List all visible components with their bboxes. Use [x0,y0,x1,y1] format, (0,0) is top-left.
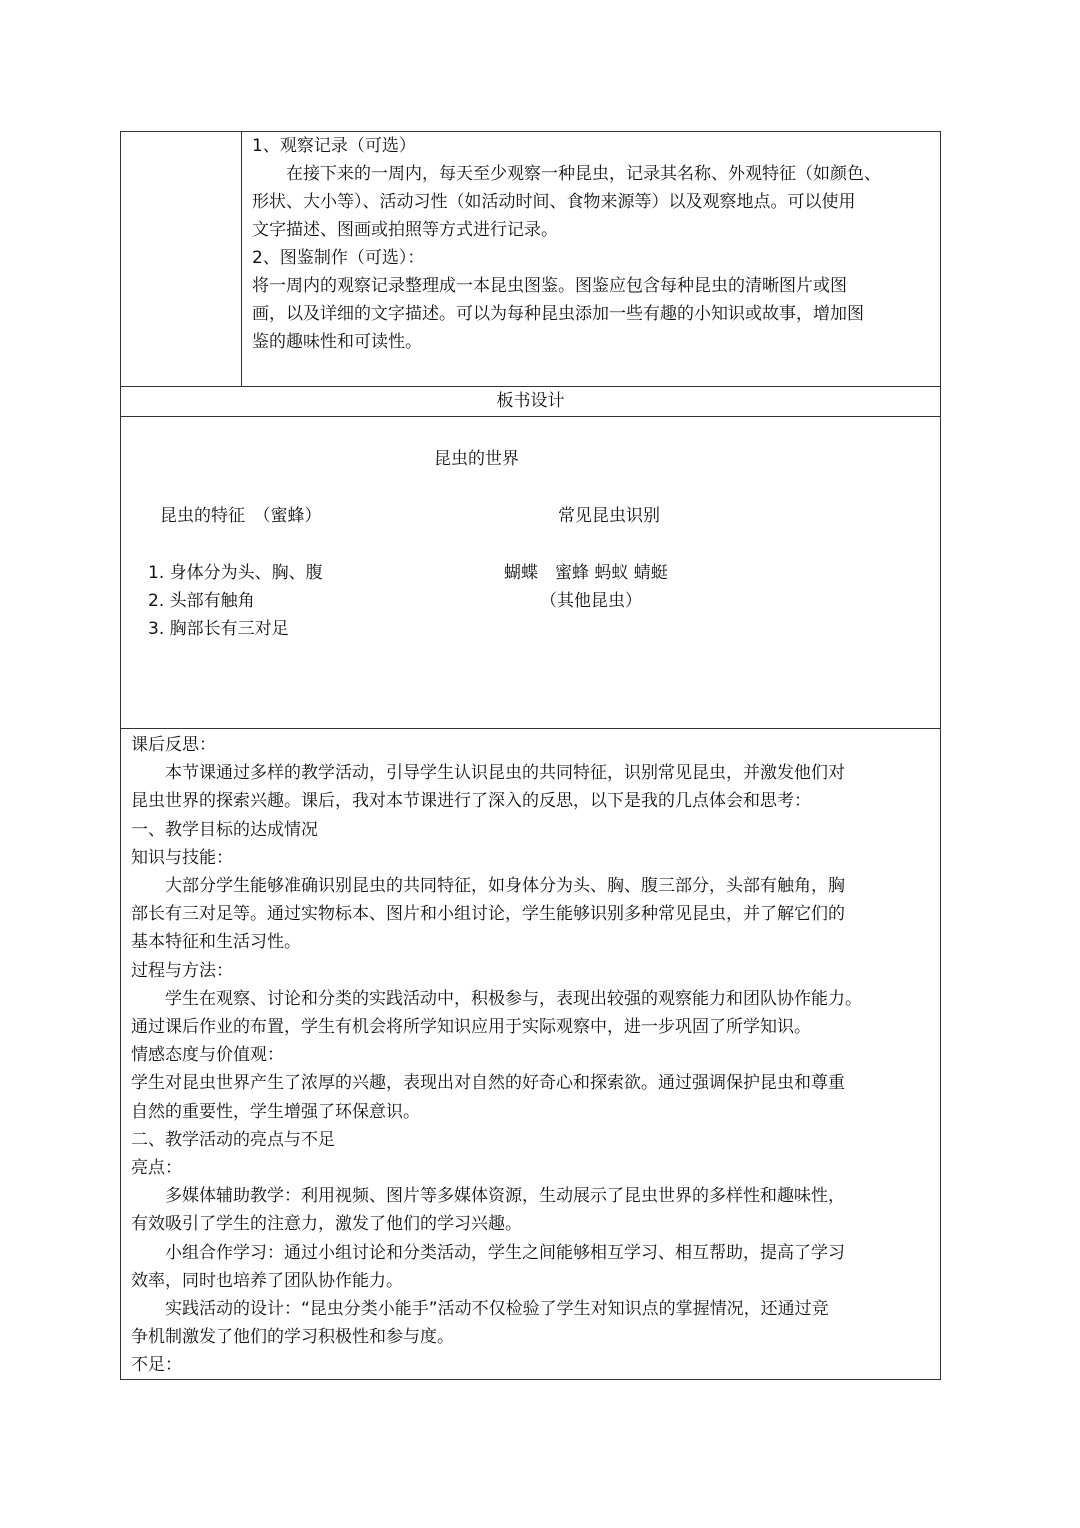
homework-title-guide: 2、图鉴制作（可选）： [252,248,425,268]
reflection-line: 亮点： [131,1158,182,1178]
reflection-line: 知识与技能： [131,847,233,868]
reflection-line: 部长有三对足等。通过实物标本、图片和小组讨论，学生能够识别多种常见昆虫，并了解它们的 [131,904,845,925]
other-insects: （其他昆虫） [540,591,642,611]
row-divider [120,728,941,729]
homework-text-line: 画，以及详细的文字描述。可以为每种昆虫添加一些有趣的小知识或故事，增加图 [252,304,864,324]
reflection-line: 学生在观察、讨论和分类的实践活动中，积极参与，表现出较强的观察能力和团队协作能力。 [131,988,862,1009]
reflection-line: 昆虫世界的探索兴趣。课后，我对本节课进行了深入的反思，以下是我的几点体会和思考： [131,791,811,812]
homework-text-line: 鉴的趣味性和可读性。 [252,332,422,352]
reflection-line: 实践活动的设计：“昆虫分类小能手”活动不仅检验了学生对知识点的掌握情况，还通过竞 [131,1299,829,1319]
feature-item: 2. 头部有触角 [148,591,255,611]
board-title: 昆虫的世界 [434,449,519,469]
board-design-header: 板书设计 [496,391,565,411]
reflection-line: 争机制激发了他们的学习积极性和参与度。 [131,1327,454,1348]
reflection-line: 有效吸引了学生的注意力，激发了他们的学习兴趣。 [131,1214,522,1235]
homework-text-line: 在接下来的一周内，每天至少观察一种昆虫，记录其名称、外观特征（如颜色、 [286,164,881,184]
insect-list: 蝴蝶 蜜蜂 蚂蚁 蜻蜓 [504,563,668,583]
board-right-heading: 常见昆虫识别 [558,506,660,526]
reflection-line: 情感态度与价值观： [131,1045,284,1066]
reflection-line: 不足： [131,1355,182,1376]
reflection-line: 学生对昆虫世界产生了浓厚的兴趣，表现出对自然的好奇心和探索欲。通过强调保护昆虫和尊重 [131,1073,845,1094]
reflection-line: 一、教学目标的达成情况 [131,819,318,840]
reflection-line: 基本特征和生活习性。 [131,932,301,953]
reflection-line: 通过课后作业的布置，学生有机会将所学知识应用于实际观察中，进一步巩固了所学知识。 [131,1017,811,1037]
reflection-line: 大部分学生能够准确识别昆虫的共同特征，如身体分为头、胸、腹三部分，头部有触角，胸 [131,876,845,896]
row-divider [120,416,941,417]
reflection-line: 自然的重要性，学生增强了环保意识。 [131,1101,420,1122]
column-divider [241,131,242,387]
board-left-heading: 昆虫的特征 （蜜蜂） [160,506,322,526]
reflection-line: 多媒体辅助教学：利用视频、图片等多媒体资源，生动展示了昆虫世界的多样性和趣味性， [131,1186,845,1207]
feature-item: 3. 胸部长有三对足 [148,619,289,639]
homework-text-line: 形状、大小等）、活动习性（如活动时间、食物来源等）以及观察地点。可以使用 [252,192,856,212]
reflection-line: 二、教学活动的亮点与不足 [131,1129,335,1150]
feature-item: 1. 身体分为头、胸、腹 [148,563,323,583]
homework-title-observation: 1、观察记录（可选） [252,136,416,156]
homework-text-line: 将一周内的观察记录整理成一本昆虫图鉴。图鉴应包含每种昆虫的清晰图片或图 [252,276,847,296]
reflection-title: 课后反思： [131,735,216,755]
reflection-line: 本节课通过多样的教学活动，引导学生认识昆虫的共同特征，识别常见昆虫，并激发他们对 [131,763,845,784]
reflection-line: 过程与方法： [131,960,233,981]
reflection-line: 效率，同时也培养了团队协作能力。 [131,1270,403,1291]
reflection-line: 小组合作学习：通过小组讨论和分类活动，学生之间能够相互学习、相互帮助，提高了学习 [131,1242,845,1263]
homework-text-line: 文字描述、图画或拍照等方式进行记录。 [252,220,558,240]
